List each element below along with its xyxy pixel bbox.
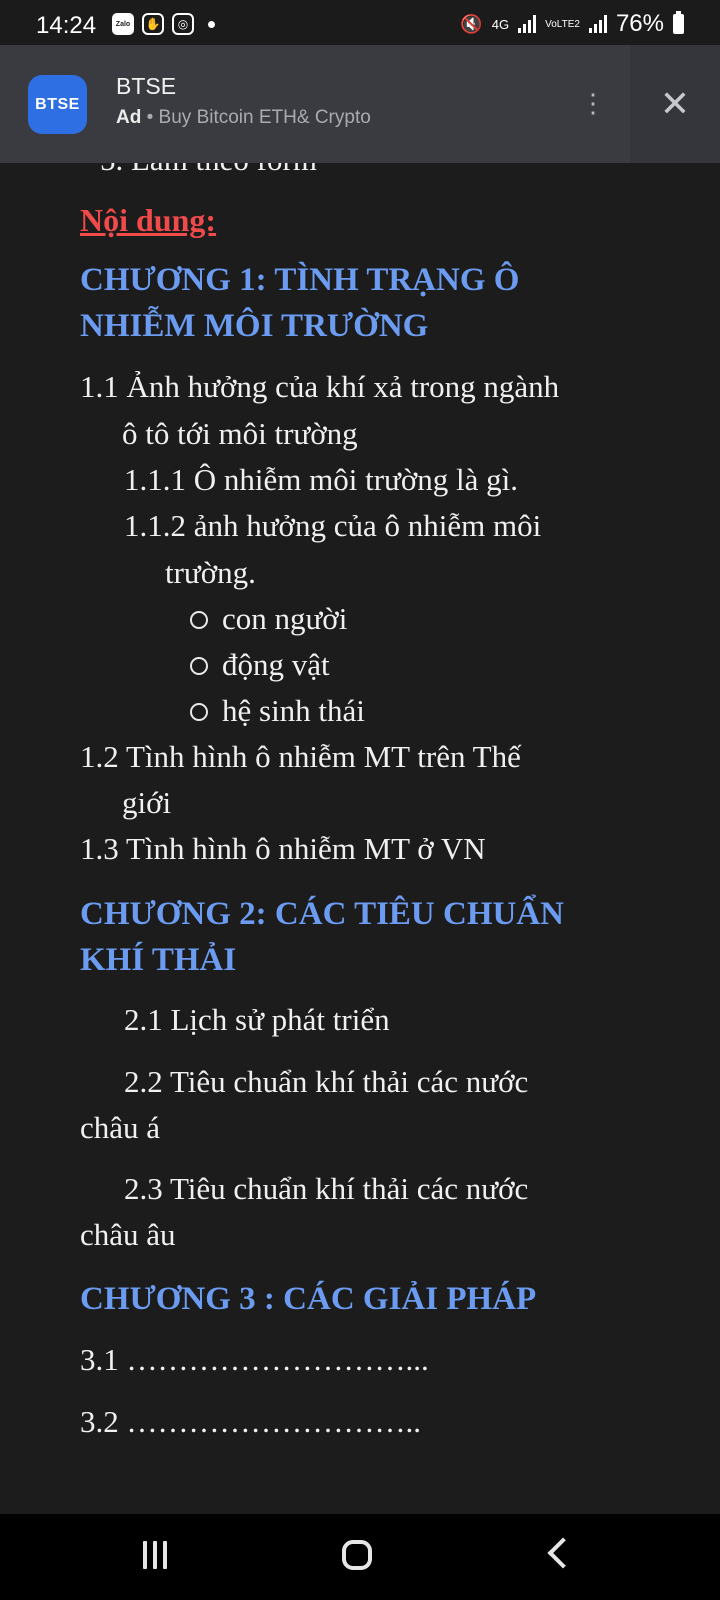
bullet-text: con người: [222, 601, 348, 636]
close-icon[interactable]: ✕: [659, 84, 691, 125]
status-bar: [0, 0, 720, 50]
instagram-icon: ◎: [172, 13, 194, 35]
ad-close-button[interactable]: [630, 45, 720, 163]
volte-label: VoLTE2: [545, 18, 580, 30]
ad-subtitle-row[interactable]: [116, 107, 371, 129]
mute-icon: 🔇: [460, 13, 483, 35]
section-3-2: 3.2 ………………………..: [80, 1404, 421, 1439]
back-button[interactable]: [547, 1537, 578, 1568]
bullet-text: hệ sinh thái: [222, 693, 365, 728]
signal-1-icon: [518, 15, 536, 33]
chapter-2-title-line1: CHƯƠNG 2: CÁC TIÊU CHUẨN: [80, 896, 565, 932]
section-1-1-2-line2: trường.: [165, 555, 256, 590]
more-notifications-dot-icon: [208, 21, 215, 28]
circle-bullet-icon: [190, 703, 208, 721]
list-item: [190, 645, 330, 685]
section-2-3-line2: châu âu: [80, 1217, 176, 1252]
chapter-1-title-line1: CHƯƠNG 1: TÌNH TRẠNG Ô: [80, 262, 520, 298]
signal-2-icon: [589, 15, 607, 33]
recent-apps-button[interactable]: [143, 1541, 167, 1569]
ad-logo[interactable]: BTSE: [28, 75, 87, 134]
section-2-3-line1: 2.3 Tiêu chuẩn khí thải các nước: [124, 1171, 529, 1206]
section-1-1-1: 1.1.1 Ô nhiễm môi trường là gì.: [124, 462, 518, 497]
list-item: [190, 691, 365, 731]
ad-separator: •: [141, 107, 159, 128]
hand-icon: ✋: [142, 13, 164, 35]
section-2-2-line2: châu á: [80, 1110, 161, 1145]
section-1-1-2-line1: 1.1.2 ảnh hưởng của ô nhiễm môi: [124, 508, 542, 543]
ad-subtitle: Buy Bitcoin ETH& Crypto: [158, 107, 371, 128]
list-item: [190, 599, 347, 639]
section-1-2-line1: 1.2 Tình hình ô nhiễm MT trên Thế: [80, 739, 521, 774]
circle-bullet-icon: [190, 657, 208, 675]
ad-label: Ad: [116, 107, 142, 128]
section-2-1: 2.1 Lịch sử phát triển: [124, 1002, 390, 1037]
circle-bullet-icon: [190, 611, 208, 629]
home-button[interactable]: [342, 1540, 372, 1570]
notification-icons: [112, 13, 215, 35]
chapter-2-title-line2: KHÍ THẢI: [80, 942, 237, 978]
section-2-2-line1: 2.2 Tiêu chuẩn khí thải các nước: [124, 1064, 529, 1099]
system-icons: [460, 10, 684, 38]
battery-icon: [673, 14, 684, 34]
zalo-icon: Zalo: [112, 13, 134, 35]
status-time: 14:24: [36, 12, 97, 39]
ad-title[interactable]: BTSE: [116, 73, 177, 99]
navigation-bar: [0, 1514, 720, 1600]
more-options-icon[interactable]: ⋮: [580, 88, 606, 118]
ad-banner[interactable]: [0, 45, 720, 163]
chapter-3-title: CHƯƠNG 3 : CÁC GIẢI PHÁP: [80, 1281, 537, 1317]
chapter-1-title-line2: NHIỄM MÔI TRƯỜNG: [80, 308, 429, 344]
battery-percentage: 76%: [615, 10, 664, 37]
section-1-3: 1.3 Tình hình ô nhiễm MT ở VN: [80, 831, 486, 866]
bullet-text: động vật: [222, 647, 330, 682]
network-4g-label: 4G: [491, 16, 510, 32]
content-heading: Nội dung:: [80, 202, 217, 238]
section-3-1: 3.1 ………………………...: [80, 1342, 429, 1377]
section-1-2-line2: giới: [122, 785, 172, 820]
section-1-1-line1: 1.1 Ảnh hưởng của khí xả trong ngành: [80, 369, 560, 404]
section-1-1-line2: ô tô tới môi trường: [122, 416, 358, 451]
